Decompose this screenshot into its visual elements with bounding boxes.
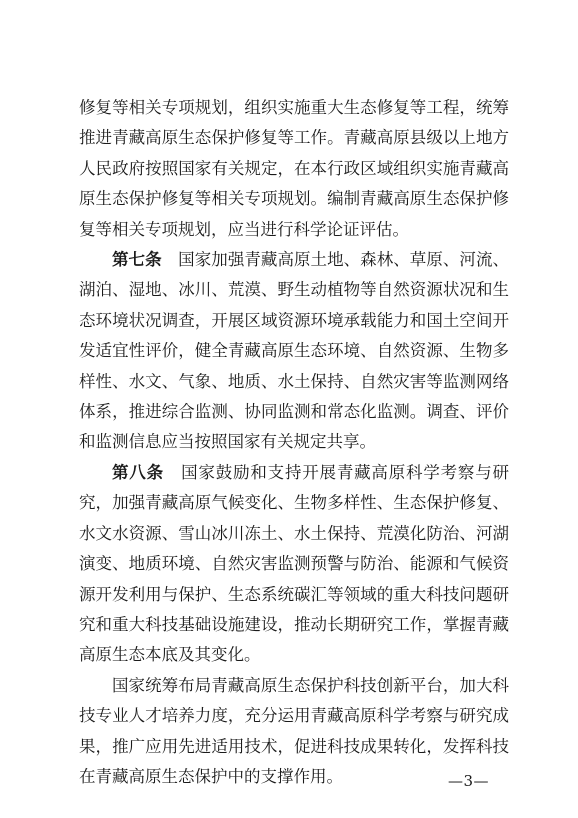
paragraph-article-7 [79,245,509,458]
paragraph-4-text: 国家统筹布局青藏高原生态保护科技创新平台，加大科技专业人才培养力度，充分运用青藏高原科学考察与研究成果，推广应用先进适用技术，促进科技成果转化，发挥科技在青藏高原生态保护中的支撑作用。 [79,675,509,786]
article-8-label: 第八条 [112,462,164,482]
paragraph-1 [79,93,509,245]
document-body [79,93,509,792]
page-number: —3— [448,772,490,790]
article-7-label: 第七条 [112,250,162,270]
article-7-text: 国家加强青藏高原土地、森林、草原、河流、湖泊、湿地、冰川、荒漠、野生动植物等自然资源状况和生态环境状况调查，开展区域资源环境承载能力和国土空间开发适宜性评价，健全青藏高原生态环境、自然资源、生物多样性、水文、气象、地质、水土保持、自然灾害等监测网络体系，推进综合监测、协同监测和常态化监测。调查、评价和监测信息应当按照国家有关规定共享。 [79,250,510,452]
paragraph-4 [79,671,509,793]
paragraph-article-8 [79,458,509,671]
article-8-text: 国家鼓励和支持开展青藏高原科学考察与研究，加强青藏高原气候变化、生物多样性、生态保护修复、水文水资源、雪山冰川冻土、水土保持、荒漠化防治、河湖演变、地质环境、自然灾害监测预警与防治、能源和气候资源开发利用与保护、生态系统碳汇等领域的重大科技问题研究和重大科技基础设施建设，推动长期研究工作，掌握青藏高原生态本底及其变化。 [79,462,510,665]
paragraph-1-text: 修复等相关专项规划，组织实施重大生态修复等工程，统筹推进青藏高原生态保护修复等工作。青藏高原县级以上地方人民政府按照国家有关规定，在本行政区域组织实施青藏高原生态保护修复等相关专项规划。编制青藏高原生态保护修复等相关专项规划，应当进行科学论证评估。 [79,98,509,239]
